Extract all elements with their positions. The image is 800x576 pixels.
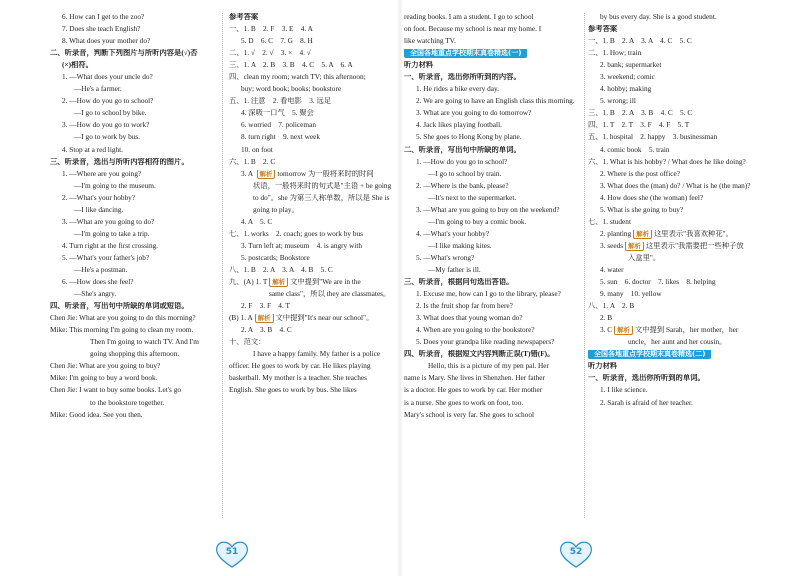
- section-heading: 一、听录音，选出你所听到的单词。: [588, 374, 705, 383]
- text-line: 2. —What's your hobby?: [62, 193, 136, 202]
- answer-line: going to play。: [253, 205, 299, 214]
- text-line: 5. She goes to Hong Kong by plane.: [416, 133, 522, 142]
- text-line: 6. —How does she feel?: [62, 278, 134, 287]
- text-line: —I go to school by bike.: [74, 109, 147, 118]
- answer-line: 3. What does the (man) do? / What is he (the man)?: [600, 181, 751, 190]
- answer-line: 四、clean my room; watch TV; this afternoon;: [229, 73, 366, 82]
- text-line: 4. —What's your hobby?: [416, 229, 490, 238]
- answer-line: 2. bank; supermarket: [600, 61, 662, 70]
- answer-line: 五、1. 注意 2. 看电影 3. 远足: [229, 97, 332, 106]
- answer-line: 七、1. student: [588, 217, 631, 226]
- section-heading: 二、听录音，写出句中所缺的单词。: [404, 145, 521, 154]
- section-heading: 四、听录音，根据短文内容判断正误(T)错(F)。: [404, 350, 555, 359]
- text-line: —He's a postman.: [74, 265, 128, 274]
- answer-line: 3. Turn left at; museum 4. is angry with: [241, 241, 363, 250]
- answer-line: (B) 1. A 解析 文中提到"It's near our school"。: [229, 314, 374, 323]
- essay-line: on foot. Because my school is near my home. I: [404, 25, 542, 34]
- answer-line: 二、1. How; train: [588, 49, 642, 58]
- answer-line: 九、(A) 1. T 解析 文中提到"We are in the: [229, 278, 361, 287]
- answer-line: 9. many 10. yellow: [600, 290, 662, 299]
- answer-line: 4. water: [600, 265, 624, 274]
- text-line: —I'm going to take a trip.: [74, 229, 150, 238]
- page-number-badge: [556, 539, 596, 569]
- answer-line: 4. 深吸一口气 5. 聚会: [241, 109, 314, 118]
- answer-line: 5. sun 6. doctor 7. likes 8. helping: [600, 278, 716, 287]
- text-line: 6. How can I get to the zoo?: [62, 13, 145, 21]
- passage-line: name is Mary. She lives in Shenzhen. Her father: [404, 374, 545, 383]
- answer-line: 三、1. A 2. B 3. B 4. C 5. A 6. A: [229, 61, 353, 70]
- essay-line: I have a happy family. My father is a police: [253, 350, 381, 359]
- essay-line: basketball. My mother is a teacher. She teaches: [229, 374, 367, 383]
- right-page: [400, 0, 800, 576]
- text-line: —She's angry.: [74, 290, 117, 299]
- column-divider: [584, 13, 585, 518]
- text-line: 3. —What are you going to buy on the weekend?: [416, 205, 560, 214]
- section-heading: 一、听录音，选出你所听到的内容。: [404, 73, 521, 82]
- text-line: 5. —What's your father's job?: [62, 253, 150, 262]
- answer-line: 4. comic book 5. train: [600, 145, 670, 154]
- section-heading: 四、听录音，写出句中所缺的单词或短语。: [50, 302, 189, 311]
- passage-line: by bus every day. She is a good student.: [600, 13, 717, 21]
- text-line: —I go to school by train.: [428, 169, 502, 178]
- answer-line: 6. worried 7. policeman: [241, 121, 316, 130]
- column-1: [50, 13, 215, 518]
- text-line: —He's a farmer.: [74, 85, 122, 94]
- dialogue-line: Chen Jie: What are you going to do this morning?: [50, 314, 196, 323]
- answer-line: 一、1. B 2. F 3. E 4. A: [229, 25, 313, 34]
- answer-line: 10. on foot: [241, 145, 273, 154]
- section-banner: 全国各地重点学校期末真卷精选(一): [404, 49, 527, 58]
- answer-line: 六、1. What is his hobby? / What does he like doing?: [588, 157, 746, 166]
- analysis-tag: 解析: [625, 242, 644, 251]
- section-banner: 全国各地重点学校期末真卷精选(二): [588, 350, 711, 359]
- analysis-tag: 解析: [633, 230, 652, 239]
- answer-line: 5. What is she going to buy?: [600, 205, 684, 214]
- text-line: —It's next to the supermarket.: [428, 193, 517, 202]
- text-line: 8. What does your mother do?: [62, 37, 151, 46]
- answer-line: 一、1. B 2. A 3. A 4. C 5. C: [588, 37, 692, 46]
- text-line: —I go to work by bus.: [74, 133, 141, 142]
- answer-line: 2. B: [600, 314, 613, 323]
- dialogue-line: Mike: Good idea. See you then.: [50, 410, 143, 419]
- text-line: 4. Jack likes playing football.: [416, 121, 502, 130]
- answer-line: 四、1. T 2. T 3. F 4. F 5. T: [588, 121, 690, 130]
- passage-line: is a nurse. She goes to work on foot, too.: [404, 398, 524, 407]
- text-line: 1. He rides a bike every day.: [416, 85, 500, 94]
- text-line: 1. —How do you go to school?: [416, 157, 508, 166]
- passage-line: Hello, this is a picture of my pen pal. Her: [428, 362, 549, 371]
- answer-line: 三、1. B 2. A 3. B 4. C 5. C: [588, 109, 693, 118]
- dialogue-line: Then I'm going to watch TV. And I'm: [90, 338, 199, 347]
- answer-line: 8. turn right 9. next week: [241, 133, 321, 142]
- text-line: 7. Does she teach English?: [62, 25, 141, 34]
- text-line: —I like making kites.: [428, 241, 492, 250]
- answer-line: 5. wrong; ill: [600, 97, 636, 106]
- text-line: 1. I like science.: [600, 386, 648, 395]
- banner-line: [588, 350, 760, 362]
- analysis-tag: 解析: [257, 170, 276, 179]
- passage-line: is a doctor. He goes to work by car. Her mother: [404, 386, 543, 395]
- text-line: 5. —What's wrong?: [416, 253, 475, 262]
- answer-line: same class"，所以 they are classmates。: [269, 290, 391, 299]
- text-line: —I'm going to buy a comic book.: [428, 217, 527, 226]
- text-line: 3. What are you going to do tomorrow?: [416, 109, 532, 118]
- text-line: 4. When are you going to the bookstore?: [416, 326, 535, 335]
- column-3: [404, 13, 581, 518]
- text-line: 2. Is the fruit shop far from here?: [416, 302, 513, 311]
- text-line: 2. We are going to have an English class this morning.: [416, 97, 575, 106]
- answer-line: 2. F 3. F 4. T: [241, 302, 290, 311]
- text-line: 2. Sarah is afraid of her teacher.: [600, 398, 693, 407]
- answer-line: to do"。she 为第三人称单数，所以是 She is: [253, 193, 390, 202]
- text-line: 1. Excuse me, how can I go to the library, please?: [416, 290, 561, 299]
- section-heading: 三、听录音，根据问句选出答语。: [404, 278, 514, 287]
- banner-line: [404, 49, 581, 61]
- text-line: 3. —What are you going to do?: [62, 217, 155, 226]
- answer-line: 2. A 3. B 4. C: [241, 326, 292, 335]
- dialogue-line: to the bookstore together.: [90, 398, 165, 407]
- analysis-tag: 解析: [255, 314, 274, 323]
- text-line: 4. Turn right at the first crossing.: [62, 241, 159, 250]
- answer-line: 5. D 6. C 7. G 8. H: [241, 37, 313, 46]
- text-line: —I like dancing.: [74, 205, 124, 214]
- page-number-badge: [212, 539, 252, 569]
- answer-line: 3. C 解析 文中提到 Sarah，her mother，her: [600, 326, 739, 335]
- answer-line: 七、1. works 2. coach; goes to work by bus: [229, 229, 363, 238]
- dialogue-line: Chen Jie: What are you going to buy?: [50, 362, 161, 371]
- text-line: 2. —How do you go to school?: [62, 97, 154, 106]
- analysis-tag: 解析: [614, 326, 633, 335]
- section-heading: 二、听录音，判断下列图片与所听内容是(√)否: [50, 49, 198, 58]
- passage-line: Mary's school is very far. She goes to school: [404, 410, 535, 419]
- section-heading: 听力材料: [588, 362, 618, 371]
- dialogue-line: Mike: I'm going to buy a word book.: [50, 374, 158, 383]
- essay-line: English. She goes to work by bus. She likes: [229, 386, 357, 395]
- text-line: —I'm going to the museum.: [74, 181, 156, 190]
- dialogue-line: Chen Jie: I want to buy some books. Let's go: [50, 386, 182, 395]
- answer-line: 3. weekend; comic: [600, 73, 655, 82]
- answer-line: 2. Where is the post office?: [600, 169, 680, 178]
- page-number: 51: [225, 547, 239, 557]
- text-line: 1. —What does your uncle do?: [62, 73, 153, 82]
- answer-line: 4. How does she (the woman) feel?: [600, 193, 704, 202]
- column-2: [229, 13, 395, 518]
- answer-line: 5. postcards; Bookstore: [241, 253, 310, 262]
- text-line: 1. —Where are you going?: [62, 169, 142, 178]
- answer-line: uncle，her aunt and her cousin。: [628, 338, 727, 347]
- essay-line: reading books. I am a student. I go to school: [404, 13, 534, 21]
- text-line: 3. —How do you go to work?: [62, 121, 150, 130]
- answer-line: 二、1. √ 2. √ 3. × 4. √: [229, 49, 311, 58]
- column-divider: [222, 13, 223, 518]
- answer-line: 五、1. hospital 2. happy 3. businessman: [588, 133, 718, 142]
- column-4: [588, 13, 760, 518]
- essay-line: officer. He goes to work by car. He likes playing: [229, 362, 371, 371]
- answer-line: buy; word book; books; bookstore: [241, 85, 342, 94]
- dialogue-line: going shopping this afternoon.: [90, 350, 180, 359]
- answer-line: 4. hobby; making: [600, 85, 652, 94]
- answer-line: 状语，一般将来时的句式是"主语 + be going: [253, 181, 392, 190]
- answer-line: 3. seeds 解析 这里表示"我需要把一些种子放: [600, 241, 744, 251]
- essay-line: like watching TV.: [404, 37, 456, 46]
- text-line: 4. Stop at a red light.: [62, 145, 124, 154]
- section-heading: 三、听录音，选出与所听内容相符的图片。: [50, 157, 189, 166]
- answer-line: 六、1. B 2. C: [229, 157, 276, 166]
- answer-key-title: 参考答案: [588, 25, 618, 34]
- text-line: —My father is ill.: [428, 265, 481, 274]
- answer-key-title: 参考答案: [229, 13, 259, 21]
- answer-line: 十、范文：: [229, 338, 266, 347]
- answer-line: 2. planting 解析 这里表示"我喜欢种花"。: [600, 229, 733, 238]
- text-line: 5. Does your grandpa like reading newspapers?: [416, 338, 555, 347]
- section-heading: (×)相符。: [62, 61, 93, 70]
- analysis-tag: 解析: [269, 278, 288, 287]
- answer-line: 4. A 5. C: [241, 217, 273, 226]
- answer-line: 入盒里"。: [628, 253, 661, 262]
- answer-line: 八、1. A 2. B: [588, 302, 635, 311]
- answer-line: 八、1. B 2. A 3. A 4. B 5. C: [229, 265, 333, 274]
- dialogue-line: Mike: This morning I'm going to clean my room.: [50, 326, 194, 335]
- text-line: 3. What does that young woman do?: [416, 314, 523, 323]
- text-line: 2. —Where is the bank, please?: [416, 181, 509, 190]
- answer-line: 3. A 解析 tomorrow 为一般将来时的时间: [241, 169, 374, 178]
- section-heading: 听力材料: [404, 61, 434, 70]
- page-number: 52: [569, 547, 583, 557]
